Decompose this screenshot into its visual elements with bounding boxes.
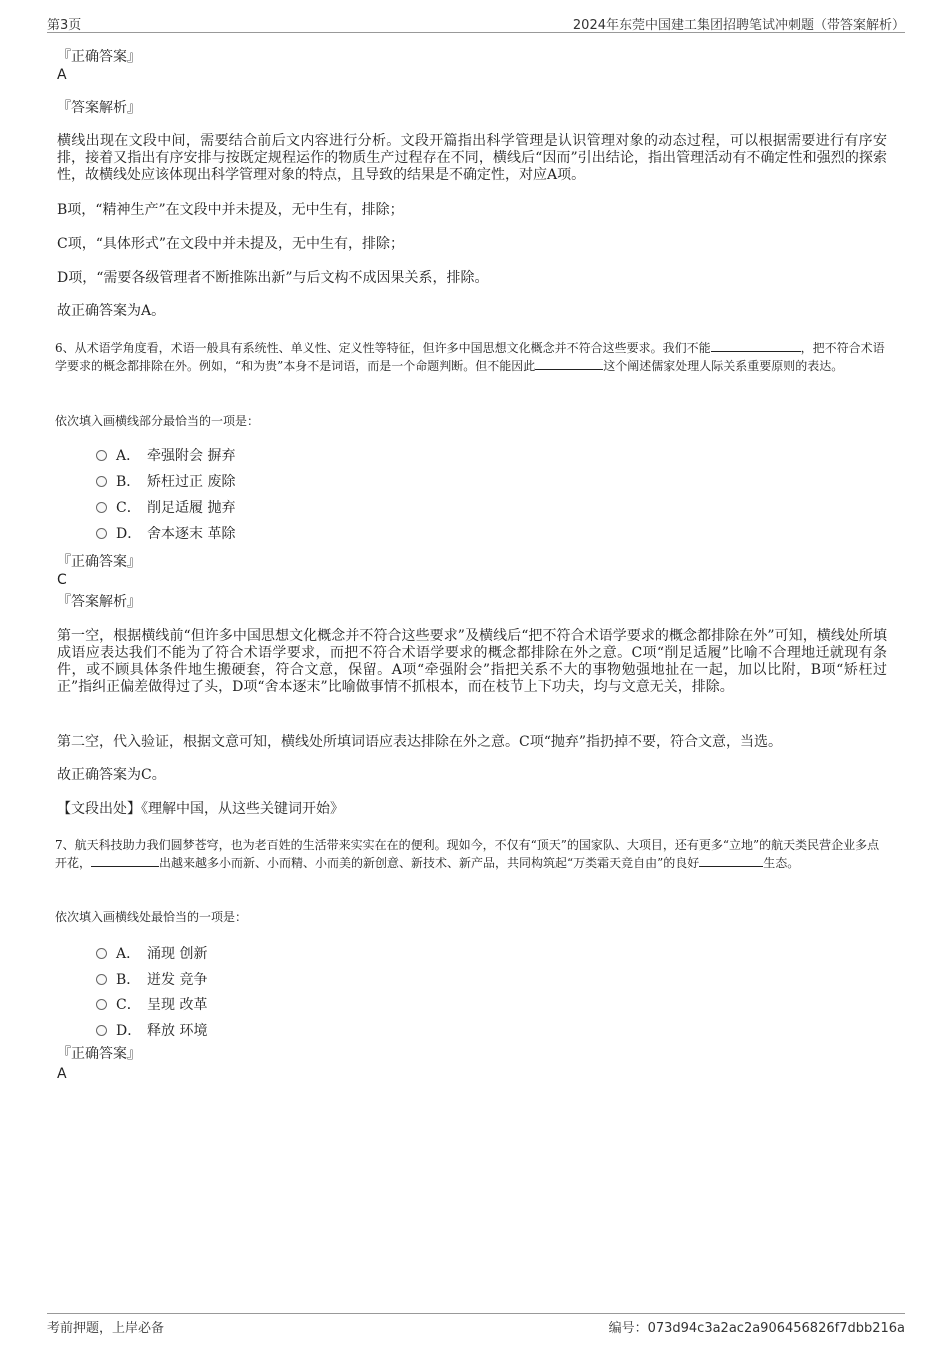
q6-analysis-label: 『答案解析』 [57,594,141,610]
q6-blank-2 [535,358,603,370]
radio-icon[interactable] [96,450,107,461]
q5-analysis-b: B项，“精神生产”在文段中并未提及，无中生有，排除； [57,202,404,218]
q7-option-b[interactable]: B． 迸发 竞争 [96,971,207,989]
q7-instruction: 依次填入画横线处最恰当的一项是： [55,910,248,924]
document-title: 2024年东莞中国建工集团招聘笔试冲刺题（带答案解析） [572,18,905,33]
q6-blank-1 [711,340,801,352]
q6-source: 【文段出处】《理解中国，从这些关键词开始》 [57,801,344,817]
radio-icon[interactable] [96,1025,107,1036]
radio-icon[interactable] [96,948,107,959]
q6-conclusion: 故正确答案为C。 [57,767,166,783]
q6-option-d[interactable]: D． 舍本逐末 革除 [96,525,235,543]
q7-answer-label: 『正确答案』 [57,1046,141,1062]
page-header [47,14,905,33]
q5-analysis-c: C项，“具体形式”在文段中并未提及，无中生有，排除； [57,236,405,252]
q5-conclusion: 故正确答案为A。 [57,303,166,319]
q7-blank-1 [91,855,159,867]
radio-icon[interactable] [96,974,107,985]
radio-icon[interactable] [96,502,107,513]
q6-answer-label: 『正确答案』 [57,554,141,570]
radio-icon[interactable] [96,999,107,1010]
q7-option-d[interactable]: D． 释放 环境 [96,1022,207,1040]
q5-answer: A [57,67,67,83]
q6-analysis-paragraph-1: 第一空，根据横线前“但许多中国思想文化概念并不符合这些要求”及横线后“把不符合术语学要求的概念都排除在外”可知，横线处所填成语应表达我们不能为了符合术语学要求，而把不符合术语学要求的概念都排除在外之意。C项“削足适履”比喻不合理地迁就现有条件，或不顾具体条件地生搬硬套，符合文意，保留。A项“牵强附会”指把关系不大的事物勉强地扯在一起，加以比附，B项“矫枉过正”指纠正偏差做得过了头，D项“舍本逐末”比喻做事情不抓根本，而在枝节上下功夫，均与文意无关，排除。 [57,628,887,695]
document-id: 编号：073d94c3a2ac2a906456826f7dbb216a [608,1321,905,1336]
q6-instruction: 依次填入画横线部分最恰当的一项是： [55,414,260,428]
q7-option-a[interactable]: A． 涌现 创新 [96,945,207,963]
q6-answer: C [57,572,67,588]
q7-blank-2 [699,855,763,867]
q6-stem: 6、从术语学角度看，术语一般具有系统性、单义性、定义性等特征，但许多中国思想文化概念并不符合这些要求。我们不能 ，把不符合术语学要求的概念都排除在外。例如，“和为贵”本身不是词语，而是一个命题判断。但不能因此 这个阐述儒家处理人际关系重要原则的表达。 [55,341,885,373]
q7-answer: A [57,1066,67,1082]
q5-analysis-d: D项，“需要各级管理者不断推陈出新”与后文构不成因果关系，排除。 [57,270,489,286]
q6-analysis-paragraph-2: 第二空，代入验证，根据文意可知，横线处所填词语应表达排除在外之意。C项“抛弃”指扔掉不要，符合文意，当选。 [57,734,783,750]
q6-option-a[interactable]: A． 牵强附会 摒弃 [96,447,235,465]
radio-icon[interactable] [96,476,107,487]
q6-option-b[interactable]: B． 矫枉过正 废除 [96,473,235,491]
footer-slogan: 考前押题，上岸必备 [47,1321,165,1336]
page-number: 第3页 [47,18,82,33]
radio-icon[interactable] [96,528,107,539]
page-footer [47,1313,905,1334]
q5-answer-label: 『正确答案』 [57,49,141,65]
q7-option-c[interactable]: C． 呈现 改革 [96,996,207,1014]
q5-analysis-label: 『答案解析』 [57,100,141,116]
q6-option-c[interactable]: C． 削足适履 抛弃 [96,499,235,517]
q7-stem: 7、航天科技助力我们圆梦苍穹，也为老百姓的生活带来实实在在的便利。现如今，不仅有“顶天”的国家队、大项目，还有更多“立地”的航天类民营企业多点开花， 出越来越多小而新、小而精、小而美的新创意、新技术、新产品，共同构筑起“万类霜天竞自由”的良好 生态。 [55,838,880,870]
q5-analysis-paragraph: 横线出现在文段中间，需要结合前后文内容进行分析。文段开篇指出科学管理是认识管理对象的动态过程，可以根据需要进行有序安排，接着又指出有序安排与按既定规程运作的物质生产过程存在不同，横线后“因而”引出结论，指出管理活动有不确定性和强烈的探索性，故横线处应该体现出科学管理对象的特点，且导致的结果是不确定性，对应A项。 [57,133,887,183]
